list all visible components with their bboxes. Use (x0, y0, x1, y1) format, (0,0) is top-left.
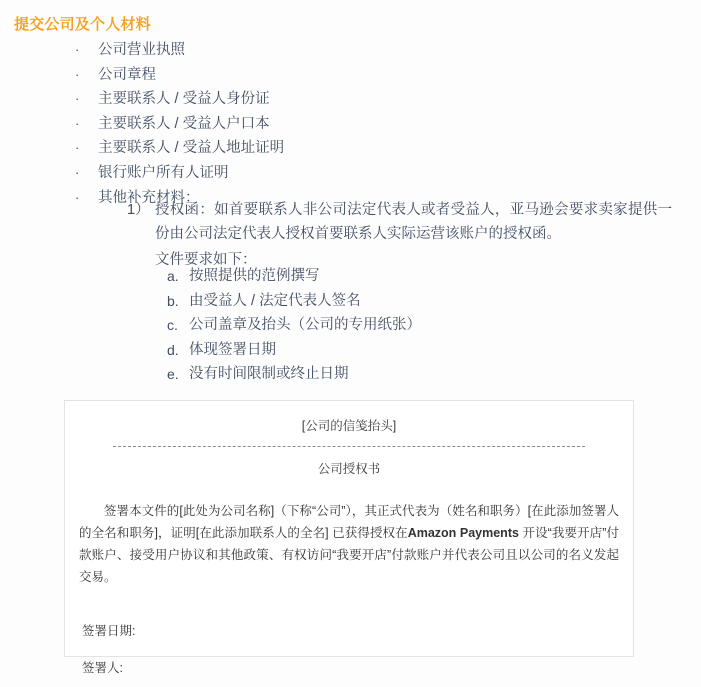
letter-marker: b. (167, 292, 179, 309)
list-item-label: 公司章程 (98, 66, 156, 83)
document-letterhead: [公司的信笺抬头] (301, 419, 397, 433)
list-item (72, 87, 672, 112)
brand-name: Amazon Payments (407, 526, 519, 540)
sample-document-card (64, 400, 634, 675)
list-item-label: 体现签署日期 (189, 341, 276, 358)
list-item (72, 112, 672, 137)
document-body-part-1: 签署本文件的[此处为公司名称]（下称“公司”），其正式代表为（姓名和职务）[在此添加签署人的全名和职务]，证明[在此添加联系人的全名] 已获得授权在 (79, 504, 619, 540)
numbered-list-item (127, 198, 672, 246)
list-item-label: 主要联系人 / 受益人身份证 (98, 91, 270, 108)
document-body-part-2: 开设“我要开店”付款账户、接受用户协议和其他政策、有权访问“我要开店”付款账户并代表公司且以公司的名义发起交易。 (79, 526, 619, 584)
bullet-icon: · (75, 140, 80, 156)
dashed-divider (113, 446, 585, 447)
letter-marker: c. (167, 317, 178, 333)
signatory-label: 签署人: (82, 661, 123, 675)
document-body (79, 500, 619, 588)
materials-list (72, 38, 672, 210)
bullet-icon: · (75, 91, 80, 107)
letter-marker: e. (167, 366, 179, 382)
requirements-label: 文件要求如下： (155, 252, 257, 268)
list-item-label: 银行账户所有人证明 (98, 164, 229, 181)
list-item (167, 313, 647, 338)
list-item-label: 公司营业执照 (98, 42, 185, 58)
list-item (72, 161, 672, 186)
numbered-item-text: 授权函：如首要联系人非公司法定代表人或者受益人，亚马逊会要求卖家提供一份由公司法定代表人授权首要联系人实际运营该账户的授权函。 (155, 202, 672, 242)
list-item (72, 136, 672, 161)
document-title: 公司授权书 (317, 462, 381, 476)
number-marker: 1） (127, 202, 150, 218)
list-item (167, 289, 647, 314)
bullet-icon: · (75, 164, 80, 180)
list-item (167, 338, 647, 363)
letter-marker: a. (167, 268, 179, 284)
list-item (167, 264, 647, 289)
list-item-label: 主要联系人 / 受益人户口本 (98, 115, 270, 132)
requirements-list (167, 264, 647, 387)
authorization-letter-block (127, 198, 672, 272)
bullet-icon: · (75, 189, 80, 205)
list-item-label: 按照提供的范例撰写 (189, 268, 320, 284)
list-item-label: 其他补充材料： (98, 189, 200, 206)
bullet-icon: · (75, 66, 80, 82)
list-item-label: 主要联系人 / 受益人地址证明 (98, 140, 285, 157)
list-item-label: 没有时间限制或终止日期 (189, 366, 349, 382)
letter-marker: d. (167, 341, 179, 358)
list-item (72, 63, 672, 88)
bullet-icon: · (75, 42, 80, 57)
list-item (167, 362, 647, 387)
page-title: 提交公司及个人材料 (14, 16, 151, 33)
list-item-label: 公司盖章及抬头（公司的专用纸张） (189, 317, 421, 333)
list-item-label: 由受益人 / 法定代表人签名 (189, 292, 361, 309)
bullet-icon: · (75, 115, 80, 131)
list-item (72, 38, 672, 63)
signature-date-label: 签署日期: (82, 624, 136, 638)
